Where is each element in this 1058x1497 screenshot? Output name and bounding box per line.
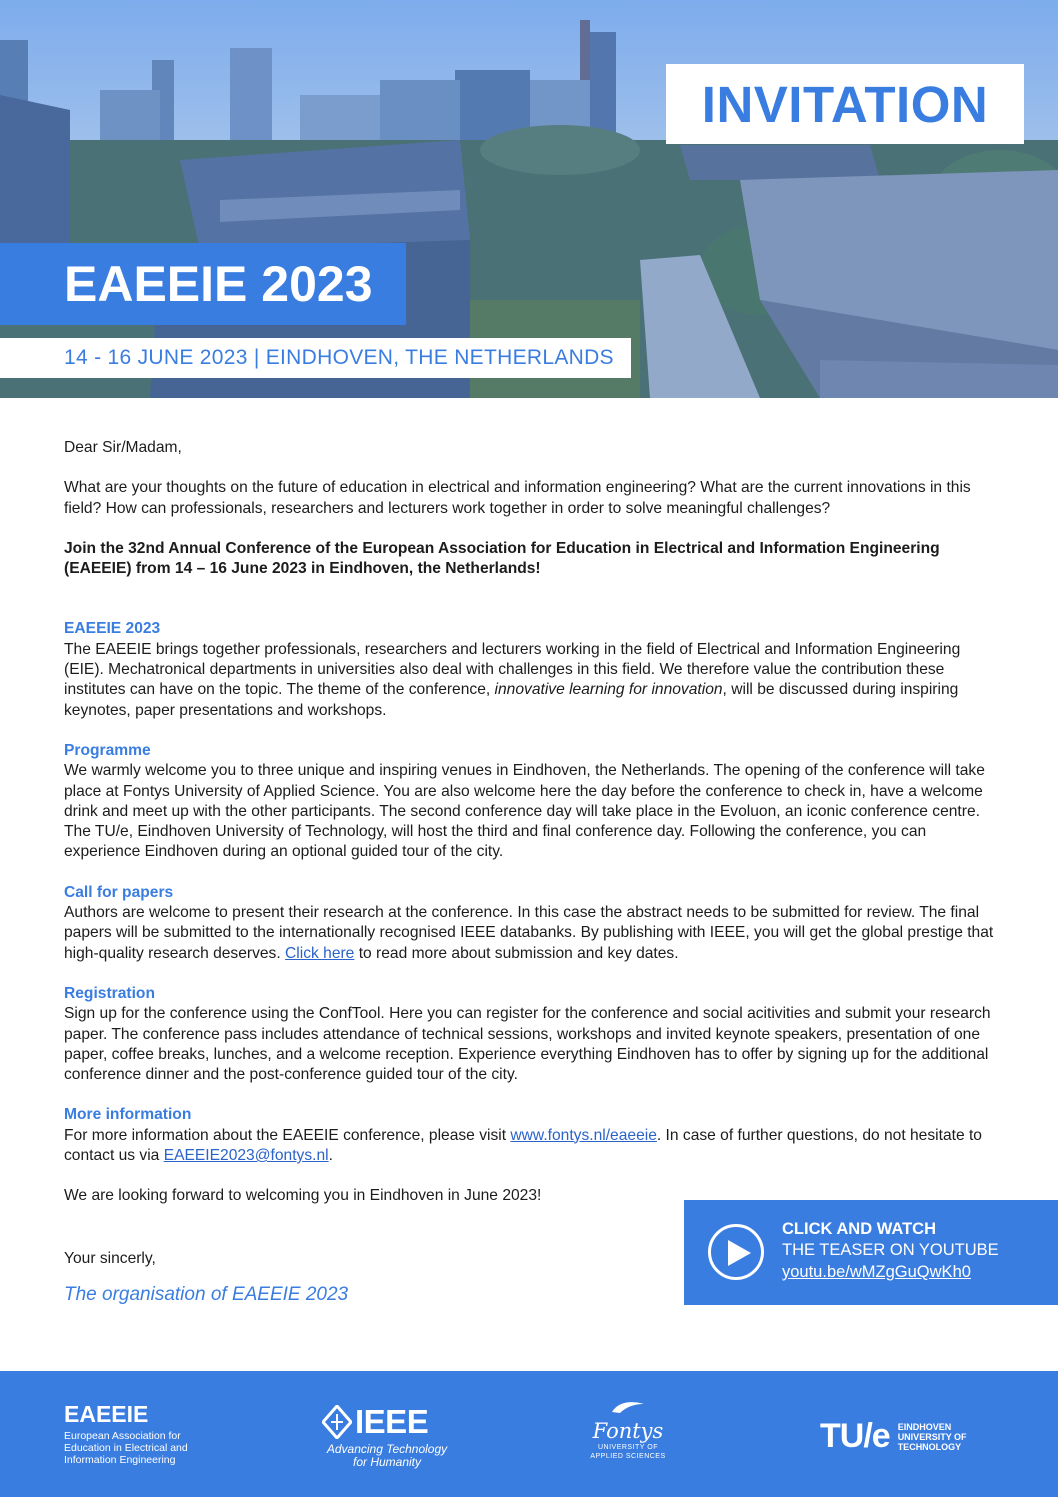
section-heading-eaeeie: EAEEIE 2023 (64, 620, 161, 638)
section-body-eaeeie (64, 640, 994, 721)
letter-body (64, 438, 994, 1305)
closing-line: We are looking forward to welcoming you in Eindhoven in June 2023! (64, 1187, 542, 1205)
section-heading-programme: Programme (64, 741, 151, 759)
conference-theme: innovative learning for innovation (494, 681, 723, 699)
section-body-call-for-papers (64, 903, 994, 964)
section-body-more-information (64, 1126, 994, 1167)
invitation-label (666, 64, 1024, 144)
section-heading-more-information: More information (64, 1106, 192, 1124)
tue-logo (820, 1417, 986, 1456)
youtube-teaser-box[interactable] (684, 1200, 1058, 1305)
date-location: 14 - 16 JUNE 2023 | EINDHOVEN, THE NETHERLANDS (64, 346, 614, 369)
eaeeie-logo (64, 1401, 204, 1466)
invitation-text: INVITATION (701, 75, 989, 133)
hero-banner (0, 0, 1058, 398)
eaeeie-logo-fullname: European Association for Education in Electrical and Information Engineering (64, 1430, 188, 1466)
join-statement: Join the 32nd Annual Conference of the European Association for Education in Electrical and Information Engineering (EAEEIE) from 14 – 16 June 2023 in Eindhoven, the Netherlands! (64, 539, 940, 578)
signature: The organisation of EAEEIE 2023 (64, 1283, 349, 1305)
info-text-3: . (328, 1147, 333, 1165)
fontys-bird-icon (608, 1398, 648, 1414)
ieee-logo-name: IEEE (355, 1403, 429, 1440)
fontys-logo-sub: UNIVERSITY OF APPLIED SCIENCES (590, 1444, 666, 1460)
ieee-diamond-icon (322, 1405, 352, 1439)
date-location-box (0, 338, 631, 378)
tue-logo-sub: EINDHOVEN UNIVERSITY OF TECHNOLOGY (897, 1421, 967, 1452)
papers-text-2: to read more about submission and key dates. (354, 944, 679, 962)
email-link[interactable]: EAEEIE2023@fontys.nl (163, 1147, 329, 1165)
fontys-logo-name: Fontys (592, 1419, 664, 1443)
papers-text-1: Authors are welcome to present their research at the conference. In this case the abstract needs to be submitted for review. The final papers will be submitted to the internationally recognised IEEE databanks. By publishing with IEEE, you will get the global prestige that high-quality research deserves. (64, 904, 994, 962)
event-title-box (0, 243, 406, 325)
greeting: Dear Sir/Madam, (64, 439, 182, 456)
click-here-link[interactable]: Click here (285, 944, 355, 962)
youtube-link[interactable]: youtu.be/wMZgGuQwKh0 (782, 1263, 971, 1281)
youtube-cta-title: CLICK AND WATCH (782, 1220, 936, 1238)
youtube-cta-subtitle: THE TEASER ON YOUTUBE (782, 1241, 999, 1259)
event-title: EAEEIE 2023 (64, 256, 373, 312)
section-body-registration: Sign up for the conference using the ConfTool. Here you can register for the conference and social acitivities and submit your research paper. The conference pass includes attendance of technical sessions, workshops and invited keynote speakers, presentation of one paper, coffee breaks, lunches, and a welcome reception. Experience everything Eindhoven has to offer by signing up for the additional conference dinner and the post-conference guided tour of the city. (64, 1005, 991, 1084)
play-icon[interactable] (708, 1224, 764, 1280)
intro-paragraph: What are your thoughts on the future of education in electrical and information engineering? What are the current innovations in this field? How can professionals, researchers and lecturers work together in order to solve meaningful challenges? (64, 479, 971, 517)
ieee-tagline: Advancing Technology for Humanity (326, 1442, 448, 1469)
sign-off: Your sincerly, (64, 1249, 156, 1267)
eaeeie-text-1: The EAEEIE brings together professionals, researchers and lecturers working in the field of Electrical and Information Engineering (EIE). Mechatronical departments in universities also deal with challenges in this field. We therefore value the contribution these institutes can have on the topic. The theme of the conference, (64, 640, 961, 699)
fontys-logo (585, 1398, 671, 1461)
section-heading-call-for-papers: Call for papers (64, 883, 174, 901)
section-body-programme: We warmly welcome you to three unique and inspiring venues in Eindhoven, the Netherlands. The opening of the conference will take place at Fontys University of Applied Science. You are also welcome here the day before the conference to check in, have a welcome drink and meet up with the other participants. The second conference day will take place in the Evoluon, an iconic conference centre. The TU/e, Eindhoven University of Technology, will host the third and final conference day. Following the conference, you can experience Eindhoven during an optional guided tour of the city. (64, 762, 985, 861)
website-link[interactable]: www.fontys.nl/eaeeie (510, 1126, 657, 1144)
section-heading-registration: Registration (64, 984, 155, 1002)
info-text-1: For more information about the EAEEIE conference, please visit (64, 1126, 511, 1144)
footer-logos (0, 1371, 1058, 1497)
tue-logo-name: TU/e (820, 1417, 890, 1455)
info-text-2: . In case of further questions, do not hesitate to contact us via (64, 1126, 982, 1165)
eaeeie-logo-name: EAEEIE (64, 1401, 149, 1427)
ieee-logo (322, 1403, 452, 1469)
eaeeie-text-2: , will be discussed during inspiring keynotes, paper presentations and workshops. (64, 681, 959, 719)
